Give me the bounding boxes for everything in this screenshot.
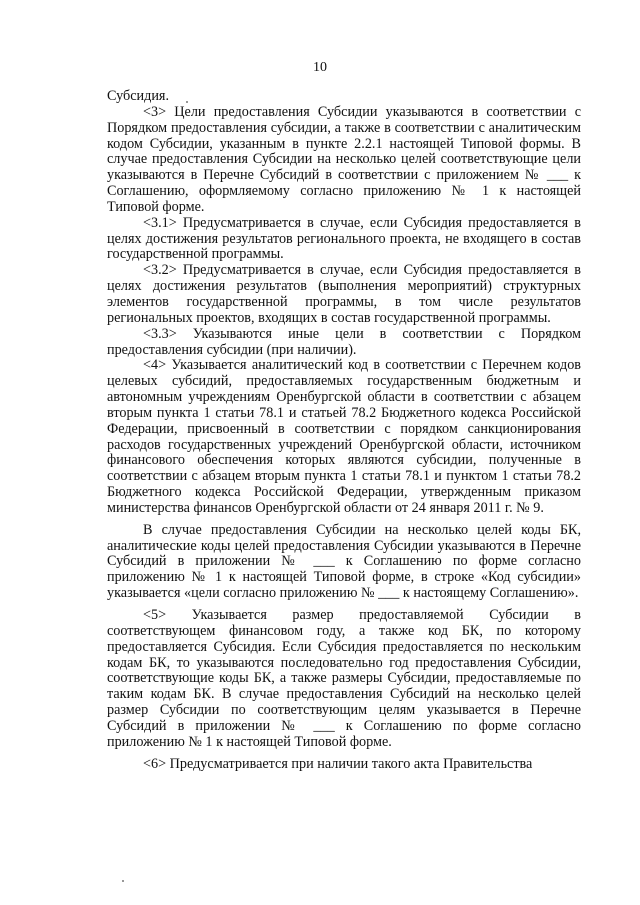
scan-speck bbox=[186, 101, 188, 103]
document-body bbox=[107, 89, 581, 772]
footnote-3-1: <3.1> Предусматривается в случае, если Субсидия предоставляется в целях достижения результатов регионального проекта, не входящего в состав государственной программы. bbox=[107, 214, 581, 263]
footnote-5: <5> Указывается размер предоставляемой Субсидии в соответствующем финансовом году, а также код БК, по которому предоставляется Субсидия. Если Субсидия предоставляется по нескольким кодам БК, то указываются последовательно год предоставления Субсидии, соответствующие коды БК, а также размеры Субсидии, предоставляемые по таким кодам БК. В случае предоставления Субсидий на несколько целей размер Субсидии по соответствующим целям указывается в Перечне Субсидий в приложении № ___ к Соглашению по форме согласно приложению № 1 к настоящей Типовой форме. bbox=[107, 607, 581, 750]
footnote-3: <3> Цели предоставления Субсидии указываются в соответствии с Порядком предоставления субсидии, а также в соответствии с аналитическим кодом Субсидии, указанным в пункте 2.2.1 настоящей Типовой формы. В случае предоставления Субсидии на несколько целей соответствующие цели указываются в Перечне Субсидий в соответствии с приложением № ___ к Соглашению, оформляемому согласно приложению № 1 к настоящей Типовой форме. bbox=[107, 103, 581, 215]
page-number: 10 bbox=[313, 60, 327, 75]
footnote-4: <4> Указывается аналитический код в соответствии с Перечнем кодов целевых субсидий, предоставляемых государственным бюджетным и автономным учреждениям Оренбургской области в соответствии с абзацем вторым пункта 1 статьи 78.1 и статьей 78.2 Бюджетного кодекса Российской Федерации, присвоенный в соответствии с порядком санкционирования расходов государственных учреждений Оренбургской области, источником финансового обеспечения которых являются субсидии, полученные в соответствии с абзацем вторым пункта 1 статьи 78.1 и пунктом 1 статьи 78.2 Бюджетного кодекса Российской Федерации, утвержденным приказом министерства финансов Оренбургской области от 24 января 2011 г. № 9. bbox=[107, 357, 581, 516]
scan-speck bbox=[122, 880, 124, 882]
footnote-3-3: <3.3> Указываются иные цели в соответствии с Порядком предоставления субсидии (при наличии). bbox=[107, 325, 581, 358]
footnote-6: <6> Предусматривается при наличии такого акта Правительства bbox=[143, 755, 533, 772]
footnote-3-2: <3.2> Предусматривается в случае, если Субсидия предоставляется в целях достижения результатов (выполнения мероприятий) структурных элементов государственной программы, в том числе результатов региональных проектов, входящих в состав государственной программы. bbox=[107, 262, 581, 326]
paragraph-continuation: Субсидия. bbox=[107, 88, 170, 104]
footnote-4-multiple-purposes: В случае предоставления Субсидии на несколько целей коды БК, аналитические коды целей предоставления Субсидии указываются в Перечне Субсидий в приложении № ___ к Соглашению по форме согласно приложению № 1 к настоящей Типовой форме, в строке «Код субсидии» указывается «цели согласно приложению № ___ к настоящему Соглашению». bbox=[107, 521, 581, 602]
